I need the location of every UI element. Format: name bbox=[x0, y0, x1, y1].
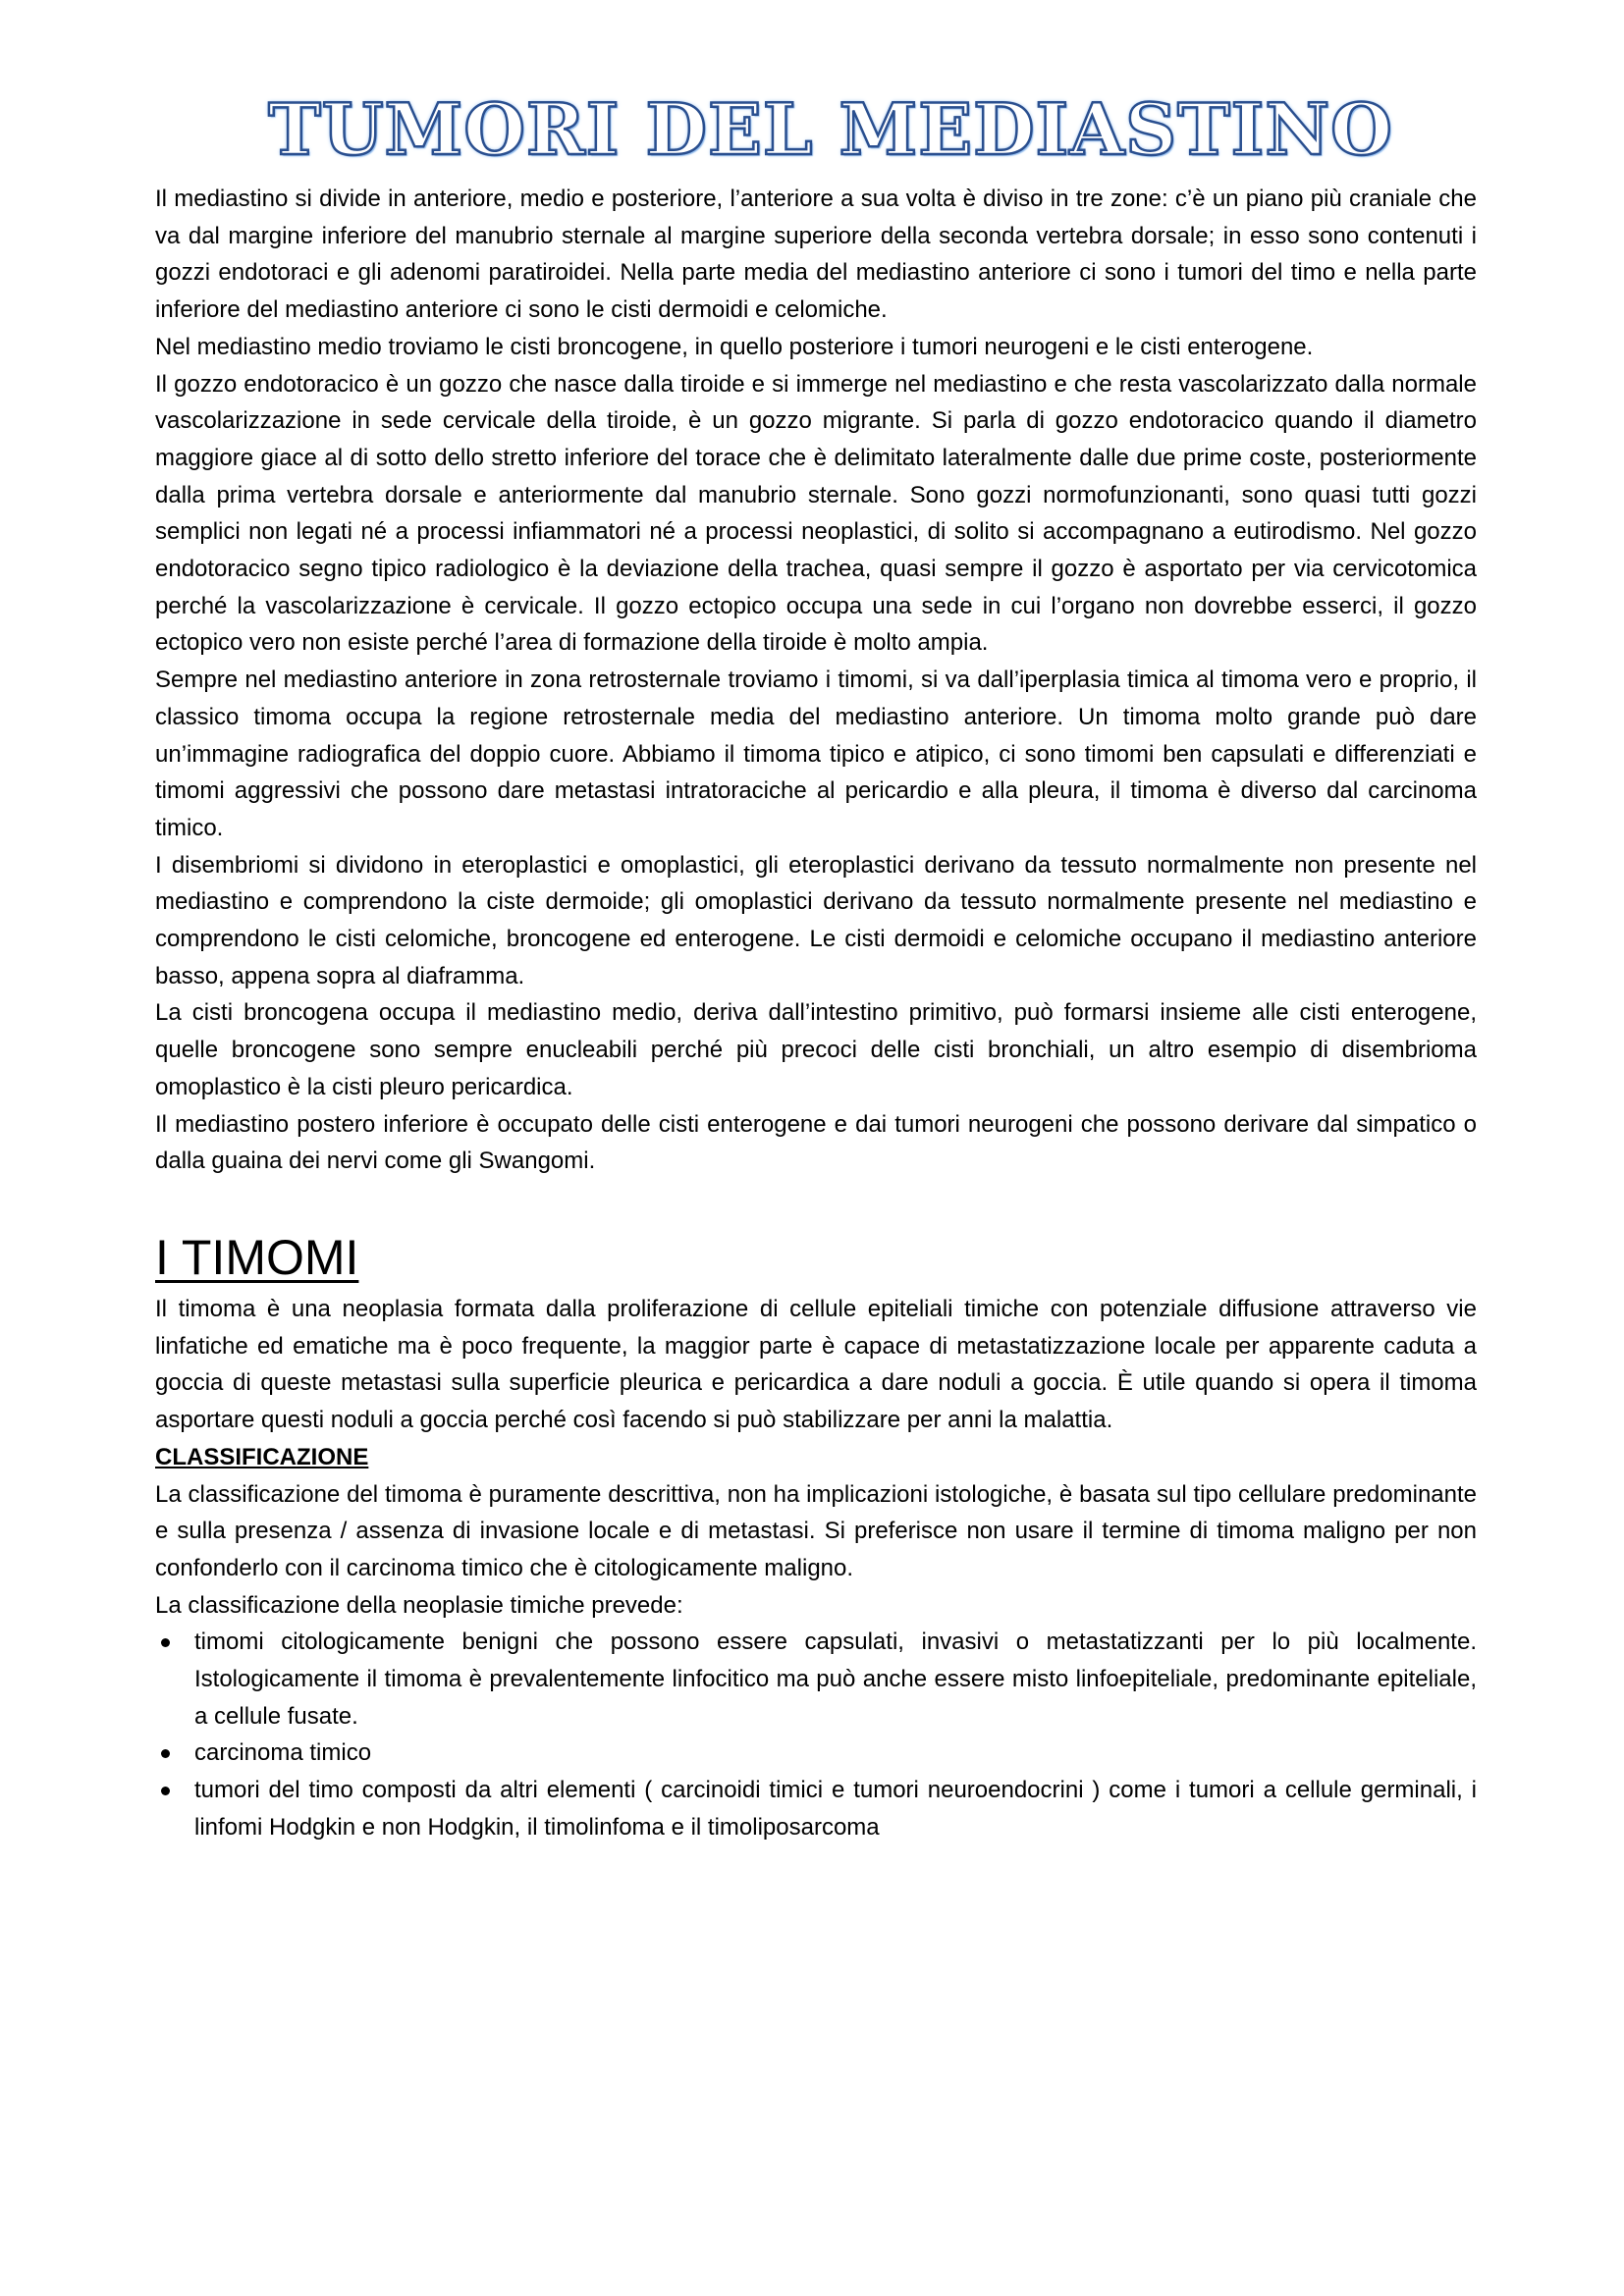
paragraph-classificazione-prevede: La classificazione della neoplasie timiche prevede: bbox=[155, 1591, 683, 1619]
paragraph-timomi-anteriore: Sempre nel mediastino anteriore in zona retrosternale troviamo i timomi, si va dall’iperplasia timica al timoma vero e proprio, il classico timoma occupa la regione retrosternale media del mediastino anteriore. Un timoma molto grande può dare un’immagine radiografica del doppio cuore. Abbiamo il timoma tipico e atipico, ci sono timomi ben capsulati e differenziati e timomi aggressivi che possono dare metastasi intratoraciche al pericardio e alla pleura, il timoma è diverso dal carcinoma timico. bbox=[155, 667, 1477, 841]
paragraph-cisti-broncogena: La cisti broncogena occupa il mediastino medio, deriva dall’intestino primitivo, può formarsi insieme alle cisti enterogene, quelle broncogene sono sempre enucleabili perché più precoci delle cisti bronchiali, un altro esempio di disembrioma omoplastico è la cisti pleuro pericardica. bbox=[155, 999, 1477, 1100]
bullet-icon bbox=[161, 1638, 170, 1647]
intro-section bbox=[155, 181, 1477, 1180]
list-item-text: tumori del timo composti da altri elementi ( carcinoidi timici e tumori neuroendocrini ) come i tumori a cellule germinali, i linfomi Hodgkin e non Hodgkin, il timolinfoma e il timoliposarcoma bbox=[194, 1777, 1477, 1841]
paragraph-mediastino-divisione: Il mediastino si divide in anteriore, medio e posteriore, l’anteriore a sua volta è diviso in tre zone: c’è un piano più craniale che va dal margine inferiore del manubrio sternale al margine superiore della seconda vertebra dorsale; in esso sono contenuti i gozzi endotoraci e gli adenomi paratiroidei. Nella parte media del mediastino anteriore ci sono i tumori del timo e nella parte inferiore del mediastino anteriore ci sono le cisti dermoidi e celomiche. bbox=[155, 186, 1477, 324]
bullet-icon bbox=[161, 1787, 170, 1795]
paragraph-classificazione-descrittiva: La classificazione del timoma è puramente descrittiva, non ha implicazioni istologiche, è basata sul tipo cellulare predominante e sulla presenza / assenza di invasione locale e di metastasi. Si preferisce non usare il termine di timoma maligno per non confonderlo con il carcinoma timico che è citologicamente maligno. bbox=[155, 1480, 1477, 1581]
document-page bbox=[155, 69, 1477, 1846]
timomi-section bbox=[155, 1224, 1477, 1846]
list-item-text: timomi citologicamente benigni che possono essere capsulati, invasivi o metastatizzanti per lo più localmente. Istologicamente il timoma è prevalentemente linfocitico ma può anche essere misto linfoepiteliale, predominante epiteliale, a cellule fusate. bbox=[194, 1629, 1477, 1730]
paragraph-disembriomi: I disembriomi si dividono in eteroplastici e omoplastici, gli eteroplastici derivano da tessuto normalmente non presente nel mediastino e comprendono la ciste dermoide; gli omoplastici derivano da tessuto normalmente presente nel mediastino e comprendono le cisti celomiche, broncogene ed enterogene. Le cisti dermoidi e celomiche occupano il mediastino anteriore basso, appena sopra al diaframma. bbox=[155, 851, 1477, 989]
list-item bbox=[155, 1624, 1477, 1735]
classification-list bbox=[155, 1624, 1477, 1845]
paragraph-timoma-definizione: Il timoma è una neoplasia formata dalla proliferazione di cellule epiteliali timiche con potenziale diffusione attraverso vie linfatiche ed ematiche ma è poco frequente, la maggior parte è capace di metastatizzazione locale per apparente caduta a goccia di queste metastasi sulla superficie pleurica e pericardica a dare noduli a goccia. È utile quando si opera il timoma asportare questi noduli a goccia perché così facendo si può stabilizzare per anni la malattia. bbox=[155, 1295, 1477, 1434]
paragraph-mediastino-postero-inferiore: Il mediastino postero inferiore è occupato delle cisti enterogene e dai tumori neurogeni che possono derivare dal simpatico o dalla guaina dei nervi come gli Swangomi. bbox=[155, 1110, 1477, 1175]
subheading-classificazione: CLASSIFICAZIONE bbox=[155, 1443, 369, 1470]
list-item bbox=[155, 1735, 1477, 1772]
section-heading-timomi: I TIMOMI bbox=[155, 1229, 359, 1285]
document-title: TUMORI DEL MEDIASTINO bbox=[268, 87, 1393, 171]
paragraph-gozzo-endotoracico: Il gozzo endotoracico è un gozzo che nasce dalla tiroide e si immerge nel mediastino e che resta vascolarizzato dalla normale vascolarizzazione in sede cervicale della tiroide, è un gozzo migrante. Si parla di gozzo endotoracico quando il diametro maggiore giace al di sotto dello stretto inferiore del torace che è delimitato lateralmente dalle due prime coste, posteriormente dalla prima vertebra dorsale e anteriormente dal manubrio sternale. Sono gozzi normofunzionanti, sono quasi tutti gozzi semplici non legati né a processi infiammatori né a processi neoplastici, di solito si accompagnano a eutirodismo. Nel gozzo endotoracico segno tipico radiologico è la deviazione della trachea, quasi sempre il gozzo è asportato per via cervicotomica perché la vascolarizzazione è cervicale. Il gozzo ectopico occupa una sede in cui l’organo non dovrebbe esserci, il gozzo ectopico vero non esiste perché l’area di formazione della tiroide è molto ampia. bbox=[155, 370, 1477, 657]
list-item bbox=[155, 1772, 1477, 1845]
bullet-icon bbox=[161, 1749, 170, 1758]
list-item-text: carcinoma timico bbox=[194, 1739, 372, 1767]
paragraph-mediastino-medio: Nel mediastino medio troviamo le cisti broncogene, in quello posteriore i tumori neurogeni e le cisti enterogene. bbox=[155, 333, 1314, 360]
